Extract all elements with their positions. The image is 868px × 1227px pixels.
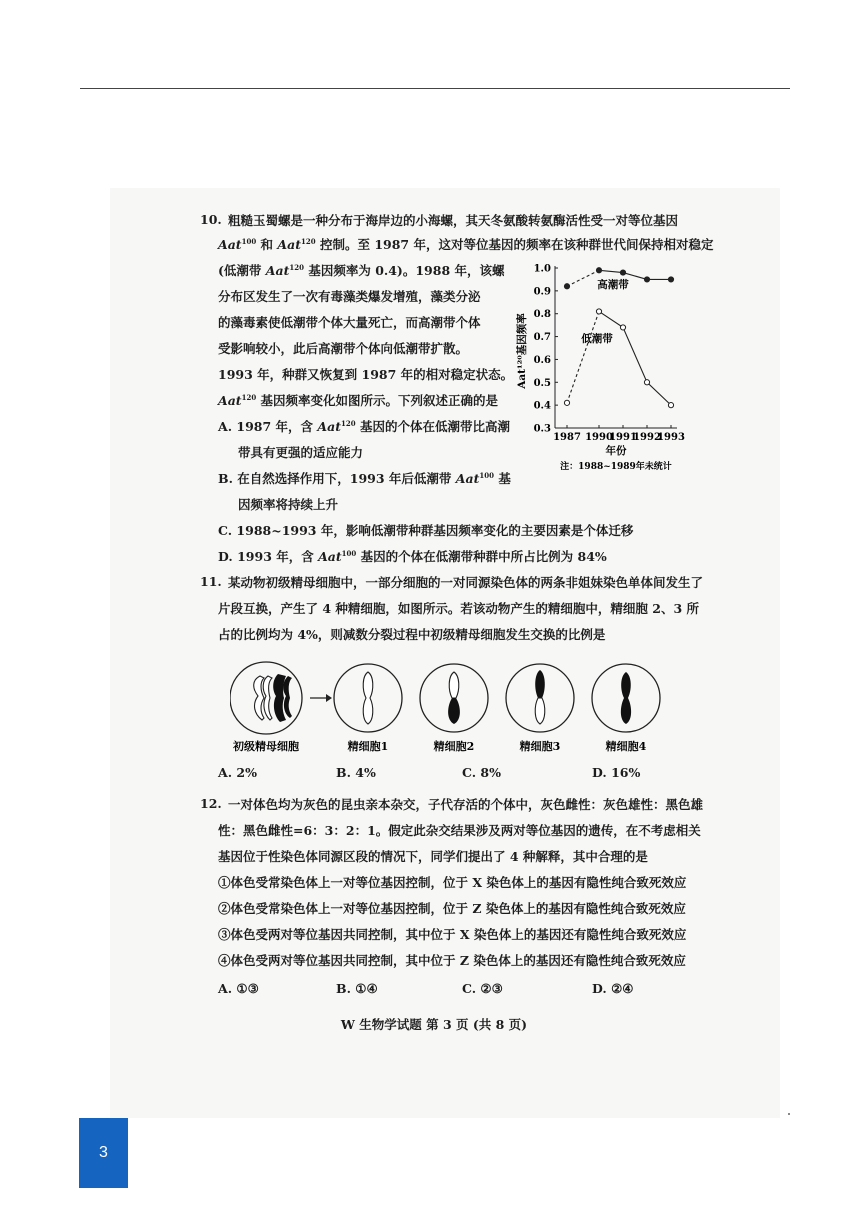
y-tick-label: 0.5 [533,377,551,389]
q11-option-d: D. 16% [592,765,641,780]
data-point [620,325,625,330]
page-number-badge: 3 [79,1118,128,1188]
q10-option-a-cont: 带具有更强的适应能力 [238,445,364,460]
q12-option-a: A. ①③ [218,981,259,996]
q12-explanation-1: ①体色受常染色体上一对等位基因控制，位于 X 染色体上的基因有隐性纯合致死效应 [218,875,687,890]
q10-option-c: C. 1988~1993 年，影响低潮带种群基因频率变化的主要因素是个体迁移 [218,523,634,538]
meiosis-cells-diagram [230,658,670,764]
q11-option-c: C. 8% [462,765,502,780]
y-tick-label: 0.6 [533,354,551,366]
q11-stem-line1: 某动物初级精母细胞中，一部分细胞的一对同源染色体的两条非姐妹染色单体间发生了 [228,575,704,590]
series-label: 高潮带 [597,279,629,291]
data-point [596,309,601,314]
q10-stem-line7: 1993 年，种群又恢复到 1987 年的相对稳定状态。 [218,367,514,382]
q12-stem-line1: 一对体色均为灰色的昆虫亲本杂交，子代存活的个体中，灰色雌性：灰色雄性：黑色雄 [228,797,704,812]
page-footer: W 生物学试题 第 3 页 (共 8 页) [340,1017,528,1032]
q12-option-b: B. ①④ [336,981,378,996]
series-label: 低潮带 [581,333,613,345]
data-point [564,400,569,405]
q12-stem-line2: 性：黑色雌性=6：3：2：1。假定此杂交结果涉及两对等位基因的遗传，在不考虑相关 [218,823,701,838]
q10-stem-line6: 受影响较小，此后高潮带个体向低潮带扩散。 [218,341,469,356]
sperm-cell-4 [592,664,660,732]
q12-explanation-2: ②体色受常染色体上一对等位基因控制，位于 Z 染色体上的基因有隐性纯合致死效应 [218,901,686,916]
x-tick-label: 1987 [553,432,581,443]
primary-spermatocyte [230,662,302,734]
cell-label: 精细胞3 [519,740,561,753]
q10-stem-line2: Aat$^{100}$ 和 Aat$^{120}$ 控制。至 1987 年，这对等位基因的频率在该种群世代间保持相对稳定 [218,236,714,252]
allele-frequency-chart [515,256,695,478]
q12-explanation-4: ④体色受两对等位基因共同控制，其中位于 Z 染色体上的基因还有隐性纯合致死效应 [218,953,686,968]
question-number-10: 10. [200,212,222,227]
series-line [599,311,671,405]
series-segment-dashed [567,311,599,402]
series-segment-dashed [567,270,599,286]
y-tick-label: 0.9 [533,286,551,298]
y-tick-label: 0.3 [533,423,551,435]
y-tick-label: 0.8 [533,309,551,321]
chart-note: 注：1988~1989年未统计 [560,462,672,472]
data-point [596,268,601,273]
q10-option-d: D. 1993 年，含 Aat$^{100}$ 基因的个体在低潮带种群中所占比例为 84% [218,548,607,564]
q10-stem-line5: 的藻毒素使低潮带个体大量死亡，而高潮带个体 [218,315,481,330]
y-tick-label: 1.0 [533,263,551,275]
data-point [668,277,673,282]
q10-option-b-cont: 因频率将持续上升 [238,497,339,512]
q12-stem-line3: 基因位于性染色体同源区段的情况下，同学们提出了 4 种解释，其中合理的是 [218,849,648,864]
chart-x-axis-label: 年份 [605,445,627,457]
chart-y-axis-label: Aat¹²⁰基因频率 [516,313,528,389]
sperm-cell-1 [334,664,402,732]
header-rule [80,88,790,89]
q12-option-c: C. ②③ [462,981,503,996]
arrow-icon [326,694,332,702]
data-point [644,277,649,282]
data-point [620,270,625,275]
q12-option-d: D. ②④ [592,981,634,996]
cell-label: 精细胞2 [433,740,475,753]
q11-option-a: A. 2% [218,765,257,780]
q11-stem-line2: 片段互换，产生了 4 种精细胞，如图所示。若该动物产生的精细胞中，精细胞 2、3 所 [218,601,700,616]
scan-speck [788,1113,790,1115]
q10-stem-line1: 粗糙玉蜀螺是一种分布于海岸边的小海螺，其天冬氨酸转氨酶活性受一对等位基因 [228,213,679,228]
x-tick-label: 1991 [609,432,637,443]
y-tick-label: 0.7 [533,332,551,344]
data-point [564,284,569,289]
q10-option-a: A. 1987 年，含 Aat$^{120}$ 基因的个体在低潮带比高潮 [218,418,510,434]
question-number-12: 12. [200,796,222,811]
x-tick-label: 1993 [657,432,685,443]
x-tick-label: 1992 [633,432,661,443]
sperm-cell-3 [506,664,574,732]
q12-explanation-3: ③体色受两对等位基因共同控制，其中位于 X 染色体上的基因还有隐性纯合致死效应 [218,927,687,942]
sperm-cell-2 [420,664,488,732]
cell-label: 精细胞4 [605,740,647,753]
q10-stem-line8: Aat$^{120}$ 基因频率变化如图所示。下列叙述正确的是 [218,392,499,408]
x-tick-label: 1990 [585,432,613,443]
q10-stem-line3: (低潮带 Aat$^{120}$ 基因频率为 0.4)。1988 年，该螺 [218,262,505,278]
q10-stem-line4: 分布区发生了一次有毒藻类爆发增殖，藻类分泌 [218,289,481,304]
q11-stem-line3: 占的比例均为 4%，则减数分裂过程中初级精母细胞发生交换的比例是 [218,627,606,642]
cell-label: 初级精母细胞 [233,740,299,753]
question-number-11: 11. [200,574,222,589]
data-point [644,380,649,385]
y-tick-label: 0.4 [533,400,551,412]
q11-option-b: B. 4% [336,765,376,780]
q10-option-b: B. 在自然选择作用下，1993 年后低潮带 Aat$^{100}$ 基 [218,470,511,486]
data-point [668,403,673,408]
cell-label: 精细胞1 [347,740,389,753]
